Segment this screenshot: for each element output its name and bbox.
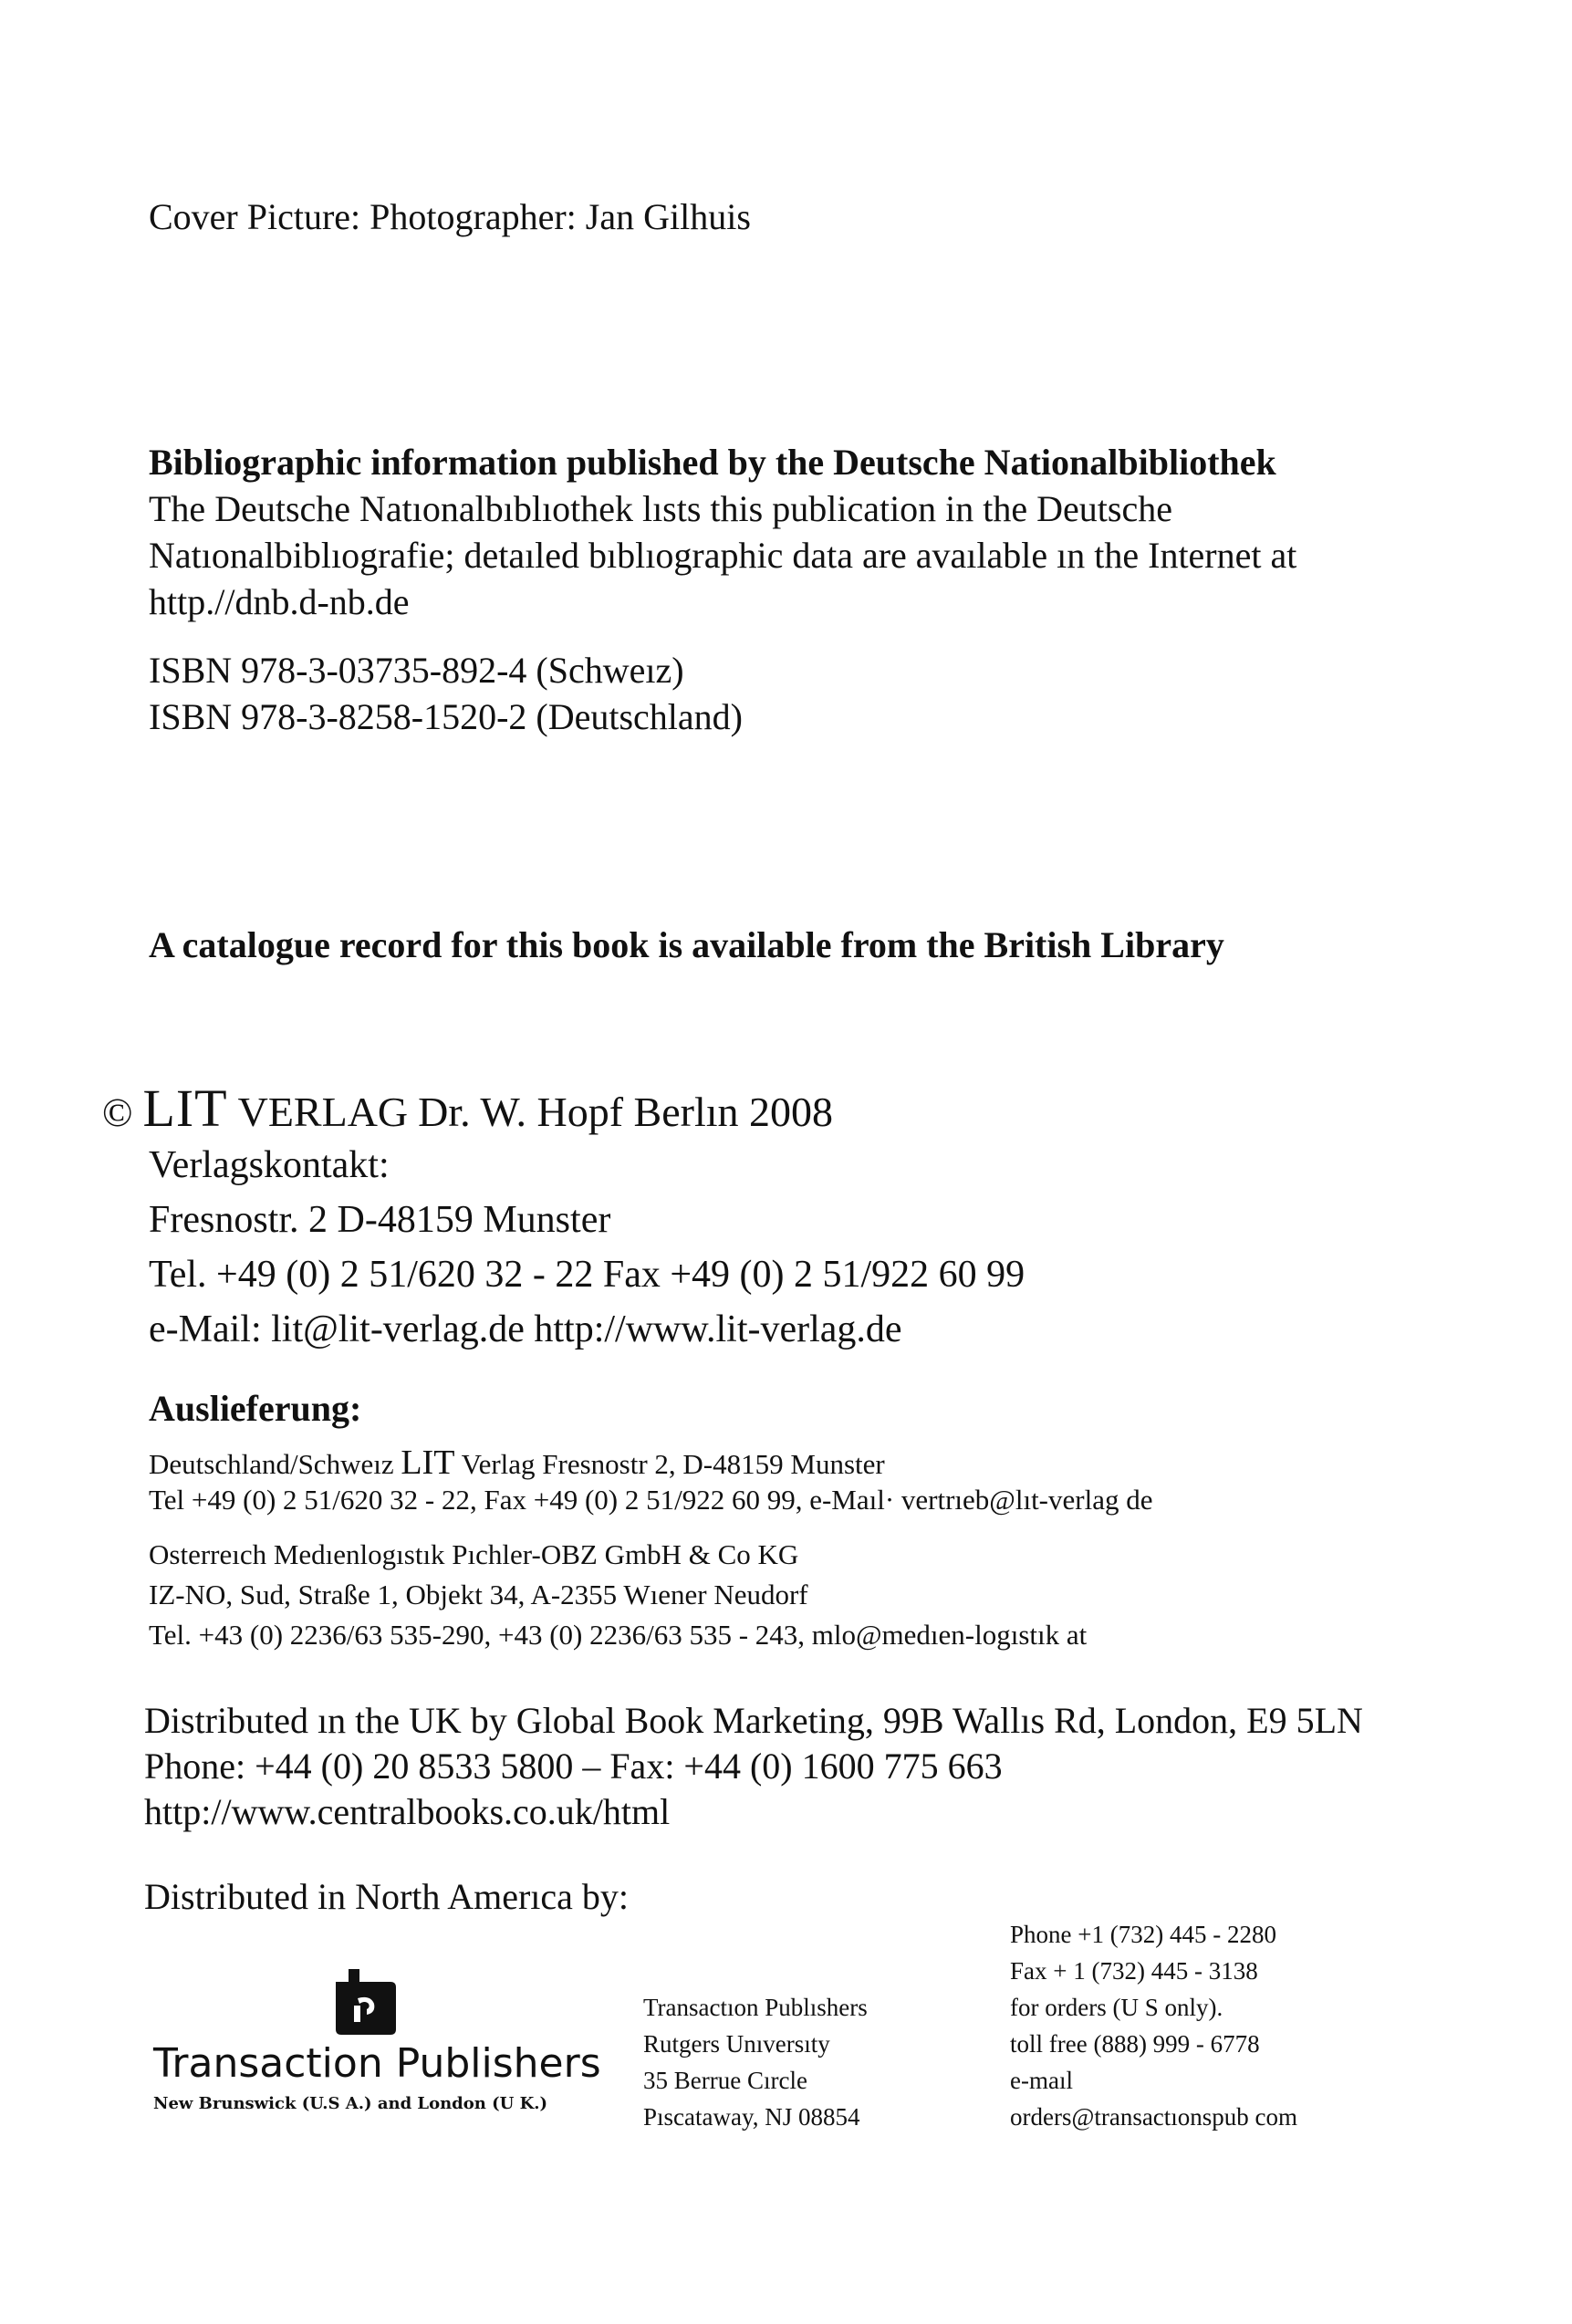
bibliographic-line: Natıonalbiblıografie; detaıled bıblıographic data are avaılable ın the Internet at bbox=[149, 535, 1297, 576]
na-address-line: 35 Berrue Cırcle bbox=[643, 2067, 807, 2094]
isbn-schweiz: ISBN 978-3-03735-892-4 (Schweız) bbox=[149, 650, 684, 691]
delivery-heading: Auslieferung: bbox=[149, 1388, 362, 1429]
na-address-line: Rutgers Unıversıty bbox=[643, 2030, 830, 2058]
delivery-de-ch-rest: Verlag Fresnostr 2, D-48159 Munster bbox=[461, 1448, 885, 1480]
na-address-line: Transactıon Publıshers bbox=[643, 1994, 868, 2021]
copyright-symbol: © bbox=[102, 1090, 133, 1135]
publisher-rest: Dr. W. Hopf Berlın 2008 bbox=[418, 1089, 834, 1135]
na-contact-line: e-maıl bbox=[1010, 2067, 1073, 2094]
delivery-austria-line: Osterreıch Medıenlogıstık Pıchler-OBZ GmbH & Co KG bbox=[149, 1538, 799, 1570]
delivery-austria-line: Tel. +43 (0) 2236/63 535-290, +43 (0) 2236/63 535 - 243, mlo@medıen-logıstık at bbox=[149, 1619, 1088, 1651]
uk-distribution: Distributed ın the UK by Global Book Marketing, 99B Wallıs Rd, London, E9 5LN bbox=[144, 1700, 1363, 1741]
publisher-email-web: e-Mail: lit@lit-verlag.de http://www.lit-verlag.de bbox=[149, 1308, 902, 1350]
isbn-deutschland: ISBN 978-3-8258-1520-2 (Deutschland) bbox=[149, 696, 743, 737]
na-contact-line: toll free (888) 999 - 6778 bbox=[1010, 2030, 1260, 2058]
contact-heading: Verlagskontakt: bbox=[149, 1144, 390, 1186]
publisher-address: Fresnostr. 2 D-48159 Munster bbox=[149, 1199, 611, 1241]
na-address-line: Pıscataway, NJ 08854 bbox=[643, 2103, 860, 2131]
delivery-austria-line: IZ-NO, Sud, Straße 1, Objekt 34, A-2355 Wıener Neudorf bbox=[149, 1579, 808, 1610]
lit-logo-text: LIT bbox=[142, 1079, 228, 1138]
verlag-text: VERLAG bbox=[237, 1089, 409, 1135]
na-contact-line: for orders (U S only). bbox=[1010, 1994, 1223, 2021]
delivery-de-ch-phone: Tel +49 (0) 2 51/620 32 - 22, Fax +49 (0) 2 51/922 60 99, e-Maıl· vertrıeb@lıt-verlag de bbox=[149, 1484, 1153, 1516]
bibliographic-line: The Deutsche Natıonalbıblıothek lısts this publication in the Deutsche bbox=[149, 488, 1172, 529]
transaction-logo-tagline: New Brunswick (U.S A.) and London (U K.) bbox=[153, 2094, 548, 2113]
uk-phone-fax: Phone: +44 (0) 20 8533 5800 – Fax: +44 (0) 1600 775 663 bbox=[144, 1746, 1003, 1787]
transaction-publishers-logo-icon bbox=[330, 1969, 403, 2038]
na-contact-line: orders@transactıonspub com bbox=[1010, 2103, 1298, 2131]
cover-credit: Cover Picture: Photographer: Jan Gilhuis bbox=[149, 196, 751, 237]
delivery-lit-text: LIT bbox=[401, 1443, 455, 1482]
publisher-imprint bbox=[102, 1079, 834, 1138]
north-america-heading: Distributed in North Amerıca by: bbox=[144, 1876, 630, 1917]
transaction-logo-name: Transaction Publishers bbox=[153, 2040, 601, 2087]
delivery-de-ch-prefix: Deutschland/Schweız bbox=[149, 1448, 394, 1480]
na-contact-line: Fax + 1 (732) 445 - 3138 bbox=[1010, 1957, 1258, 1985]
na-contact-line: Phone +1 (732) 445 - 2280 bbox=[1010, 1921, 1276, 1948]
uk-url: http://www.centralbooks.co.uk/html bbox=[144, 1791, 671, 1832]
bibliographic-heading: Bibliographic information published by the Deutsche Nationalbibliothek bbox=[149, 442, 1276, 483]
delivery-de-ch bbox=[149, 1445, 885, 1480]
catalogue-record: A catalogue record for this book is available from the British Library bbox=[149, 924, 1224, 965]
bibliographic-url: http.//dnb.d-nb.de bbox=[149, 581, 410, 622]
publisher-phone: Tel. +49 (0) 2 51/620 32 - 22 Fax +49 (0) 2 51/922 60 99 bbox=[149, 1254, 1025, 1296]
